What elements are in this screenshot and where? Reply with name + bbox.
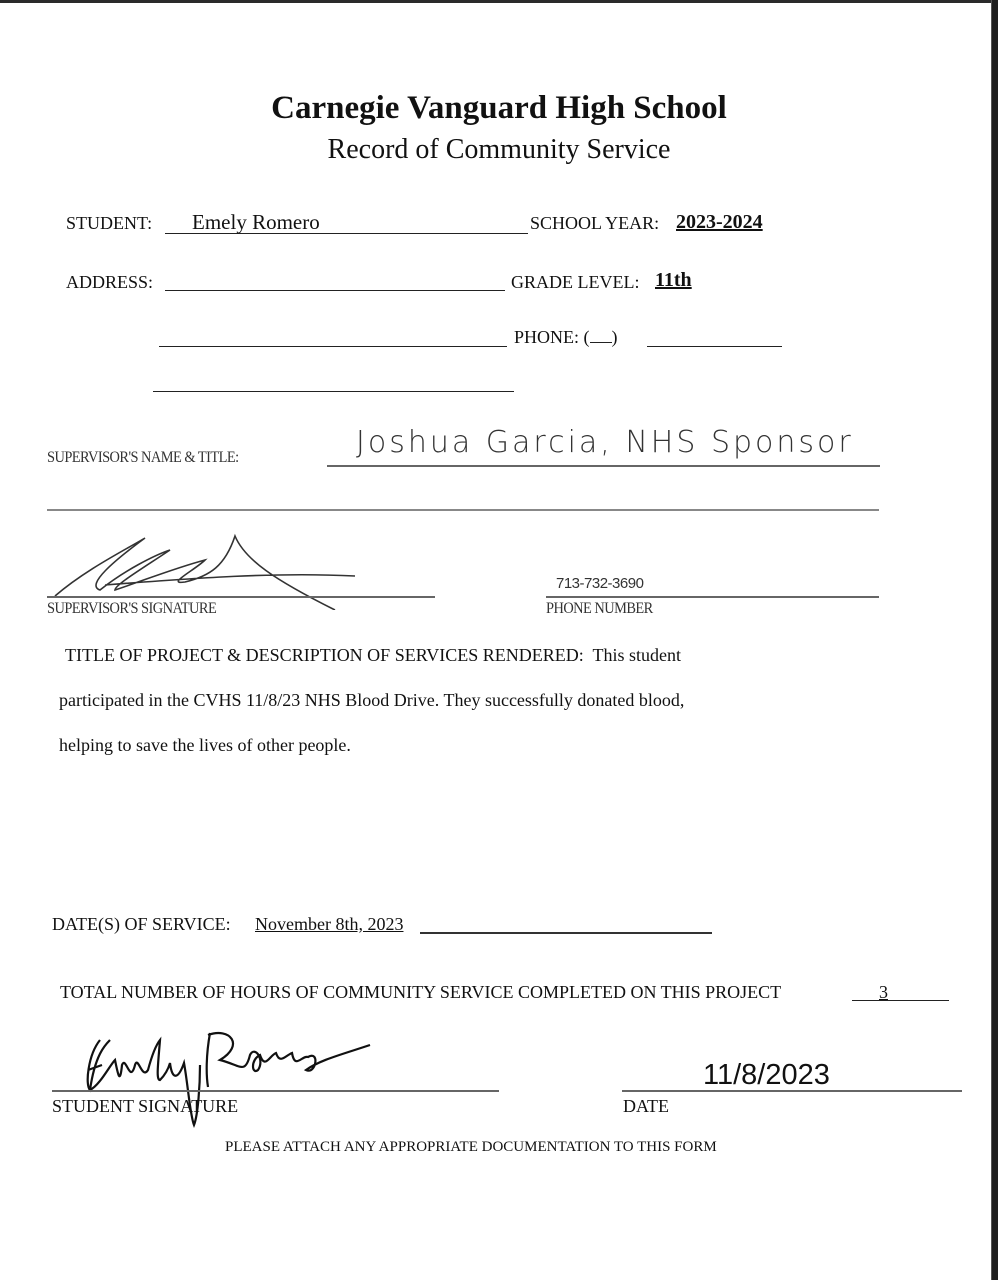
project-description bbox=[65, 645, 681, 666]
service-date-value: November 8th, 2023 bbox=[255, 914, 404, 934]
form-subtitle: Record of Community Service bbox=[327, 134, 671, 165]
supervisor-phone: 713-732-3690 bbox=[556, 575, 644, 592]
phone-line[interactable] bbox=[647, 346, 782, 347]
hours-line bbox=[852, 1000, 949, 1001]
window-right-border bbox=[991, 0, 998, 1280]
address-line-1 bbox=[165, 290, 505, 291]
supervisor-name: Joshua Garcia, NHS Sponsor bbox=[356, 425, 854, 460]
date-label: DATE bbox=[623, 1096, 669, 1116]
student-name: Emely Romero bbox=[192, 210, 320, 234]
address-line-2 bbox=[159, 346, 507, 347]
phone-label bbox=[514, 327, 618, 348]
phone-close-paren: ) bbox=[611, 327, 618, 347]
window-top-border bbox=[0, 0, 998, 3]
student-label: STUDENT: bbox=[66, 213, 153, 233]
address-line-3 bbox=[153, 391, 514, 392]
supervisor-phone-label: PHONE NUMBER bbox=[546, 600, 653, 617]
service-date-line bbox=[420, 932, 712, 934]
service-date-label: DATE(S) OF SERVICE: bbox=[52, 914, 231, 934]
phone-label-text: PHONE: ( bbox=[514, 327, 590, 347]
hours-value: 3 bbox=[879, 982, 888, 1002]
supervisor-line bbox=[327, 465, 880, 467]
footer-note: PLEASE ATTACH ANY APPROPRIATE DOCUMENTATION TO THIS FORM bbox=[225, 1139, 717, 1155]
supervisor-line-2 bbox=[47, 509, 879, 511]
hours-label: TOTAL NUMBER OF HOURS OF COMMUNITY SERVICE COMPLETED ON THIS PROJECT bbox=[60, 982, 782, 1002]
project-text-2: participated in the CVHS 11/8/23 NHS Blood Drive. They successfully donated blood, bbox=[59, 690, 685, 710]
student-signature-line bbox=[52, 1090, 499, 1092]
supervisor-phone-line bbox=[546, 596, 879, 598]
project-text-1: This student bbox=[592, 645, 681, 665]
supervisor-signature bbox=[45, 530, 365, 610]
supervisor-signature-line bbox=[47, 596, 435, 598]
phone-area-field[interactable] bbox=[590, 342, 612, 343]
supervisor-signature-label: SUPERVISOR'S SIGNATURE bbox=[47, 600, 217, 617]
project-label: TITLE OF PROJECT & DESCRIPTION OF SERVICES RENDERED: bbox=[65, 645, 584, 665]
project-text-3: helping to save the lives of other people. bbox=[59, 735, 351, 755]
student-signature-label: STUDENT SIGNATURE bbox=[52, 1096, 239, 1116]
address-label: ADDRESS: bbox=[66, 272, 154, 292]
grade-level-value: 11th bbox=[655, 269, 692, 291]
school-title: Carnegie Vanguard High School bbox=[271, 90, 727, 126]
date-line bbox=[622, 1090, 962, 1092]
date-value: 11/8/2023 bbox=[703, 1059, 830, 1091]
grade-level-label: GRADE LEVEL: bbox=[511, 272, 640, 292]
school-year-label: SCHOOL YEAR: bbox=[530, 213, 660, 233]
school-year-value: 2023-2024 bbox=[676, 211, 763, 233]
supervisor-label: SUPERVISOR'S NAME & TITLE: bbox=[47, 449, 239, 466]
student-signature bbox=[80, 1025, 390, 1135]
